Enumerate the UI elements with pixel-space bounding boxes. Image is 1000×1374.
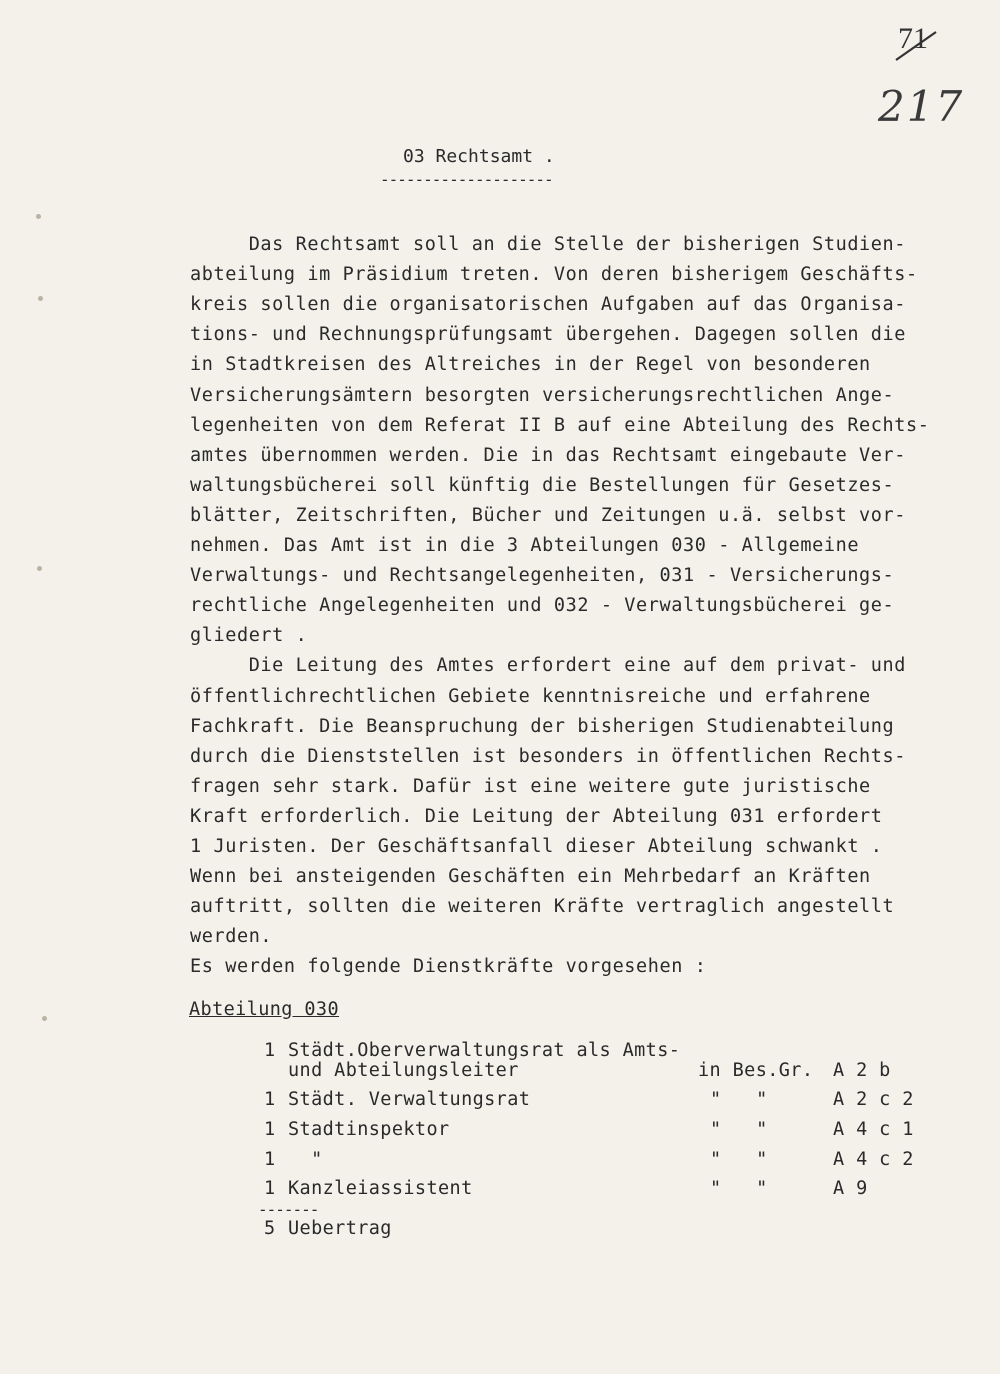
- staff-count: 1: [264, 1149, 276, 1170]
- staff-title: und Abteilungsleiter: [288, 1060, 519, 1081]
- staff-count: 1: [264, 1178, 276, 1199]
- text-line: kreis sollen die organisatorischen Aufgaben auf das Organisa-: [190, 294, 907, 316]
- text-line: waltungsbücherei soll künftig die Bestellungen für Gesetzes-: [190, 474, 895, 496]
- punch-hole: [36, 214, 41, 219]
- section-title: Abteilung 030: [189, 999, 339, 1020]
- text-line: amtes übernommen werden. Die in das Rechtsamt eingebaute Ver-: [190, 444, 907, 466]
- staff-title: ": [288, 1149, 323, 1170]
- sum-rule: -------: [258, 1200, 319, 1219]
- sum-count: 5: [264, 1218, 276, 1239]
- staff-title: Städt.Oberverwaltungsrat als Amts-: [288, 1040, 681, 1061]
- text-line: Fachkraft. Die Beanspruchung der bisherigen Studienabteilung: [190, 715, 895, 737]
- text-line: abteilung im Präsidium treten. Von deren bisherigem Geschäfts-: [190, 264, 918, 286]
- text-line: 1 Juristen. Der Geschäftsanfall dieser Abteilung schwankt .: [190, 836, 883, 857]
- grade: A 2 c 2: [833, 1089, 914, 1110]
- staff-count: 1: [264, 1089, 276, 1110]
- text-line: auftritt, sollten die weiteren Kräfte vertraglich angestellt: [190, 896, 895, 918]
- text-line: Wenn bei ansteigenden Geschäften ein Mehrbedarf an Kräften: [190, 866, 871, 888]
- title-underline: --------------------: [380, 170, 553, 189]
- text-line: Es werden folgende Dienstkräfte vorgesehen :: [190, 956, 707, 978]
- text-line: in Stadtkreisen des Altreiches in der Regel von besonderen: [190, 354, 871, 376]
- text-line: gliedert .: [190, 625, 308, 647]
- strike-through-mark: [890, 28, 942, 62]
- staff-title: Stadtinspektor: [288, 1119, 450, 1140]
- punch-hole: [42, 1016, 47, 1021]
- grade: A 4 c 2: [833, 1149, 914, 1170]
- grade: A 9: [833, 1178, 868, 1199]
- punch-hole: [38, 296, 43, 301]
- grade: A 4 c 1: [833, 1119, 914, 1140]
- punch-hole: [37, 566, 42, 571]
- pay-group: " ": [710, 1119, 768, 1140]
- pay-group: " ": [710, 1149, 768, 1170]
- text-line: blätter, Zeitschriften, Bücher und Zeitungen u.ä. selbst vor-: [190, 504, 907, 526]
- staff-title: Städt. Verwaltungsrat: [288, 1089, 531, 1110]
- staff-count: 1: [264, 1040, 276, 1061]
- text-line: werden.: [190, 926, 273, 948]
- folio-new-number: 217: [878, 82, 965, 131]
- pay-group: " ": [710, 1089, 768, 1110]
- text-line: Kraft erforderlich. Die Leitung der Abteilung 031 erfordert: [190, 805, 883, 827]
- text-line: tions- und Rechnungsprüfungsamt übergehen. Dagegen sollen die: [190, 324, 907, 346]
- folio-old-number: 71: [898, 22, 928, 55]
- sum-label: Uebertrag: [288, 1218, 392, 1239]
- text-line: rechtliche Angelegenheiten und 032 - Verwaltungsbücherei ge-: [190, 595, 895, 617]
- text-line: Das Rechtsamt soll an die Stelle der bisherigen Studien-: [190, 234, 907, 255]
- text-line: durch die Dienststellen ist besonders in öffentlichen Rechts-: [190, 745, 907, 767]
- text-line: legenheiten von dem Referat II B auf eine Abteilung des Rechts-: [190, 414, 930, 436]
- staff-title: Kanzleiassistent: [288, 1178, 473, 1199]
- grade: A 2 b: [833, 1060, 891, 1081]
- pay-group: in Bes.Gr.: [698, 1060, 814, 1081]
- text-line: öffentlichrechtlichen Gebiete kenntnisreiche und erfahrene: [190, 685, 871, 707]
- staff-count: 1: [264, 1119, 276, 1140]
- text-line: Versicherungsämtern besorgten versicherungsrechtlichen Ange-: [190, 384, 895, 406]
- text-line: Verwaltungs- und Rechtsangelegenheiten, 031 - Versicherungs-: [190, 565, 895, 587]
- text-line: Die Leitung des Amtes erfordert eine auf dem privat- und: [190, 655, 907, 677]
- text-line: fragen sehr stark. Dafür ist eine weitere gute juristische: [190, 775, 871, 797]
- text-line: nehmen. Das Amt ist in die 3 Abteilungen 030 - Allgemeine: [190, 535, 860, 556]
- page-title: 03 Rechtsamt .: [403, 146, 555, 167]
- pay-group: " ": [710, 1178, 768, 1199]
